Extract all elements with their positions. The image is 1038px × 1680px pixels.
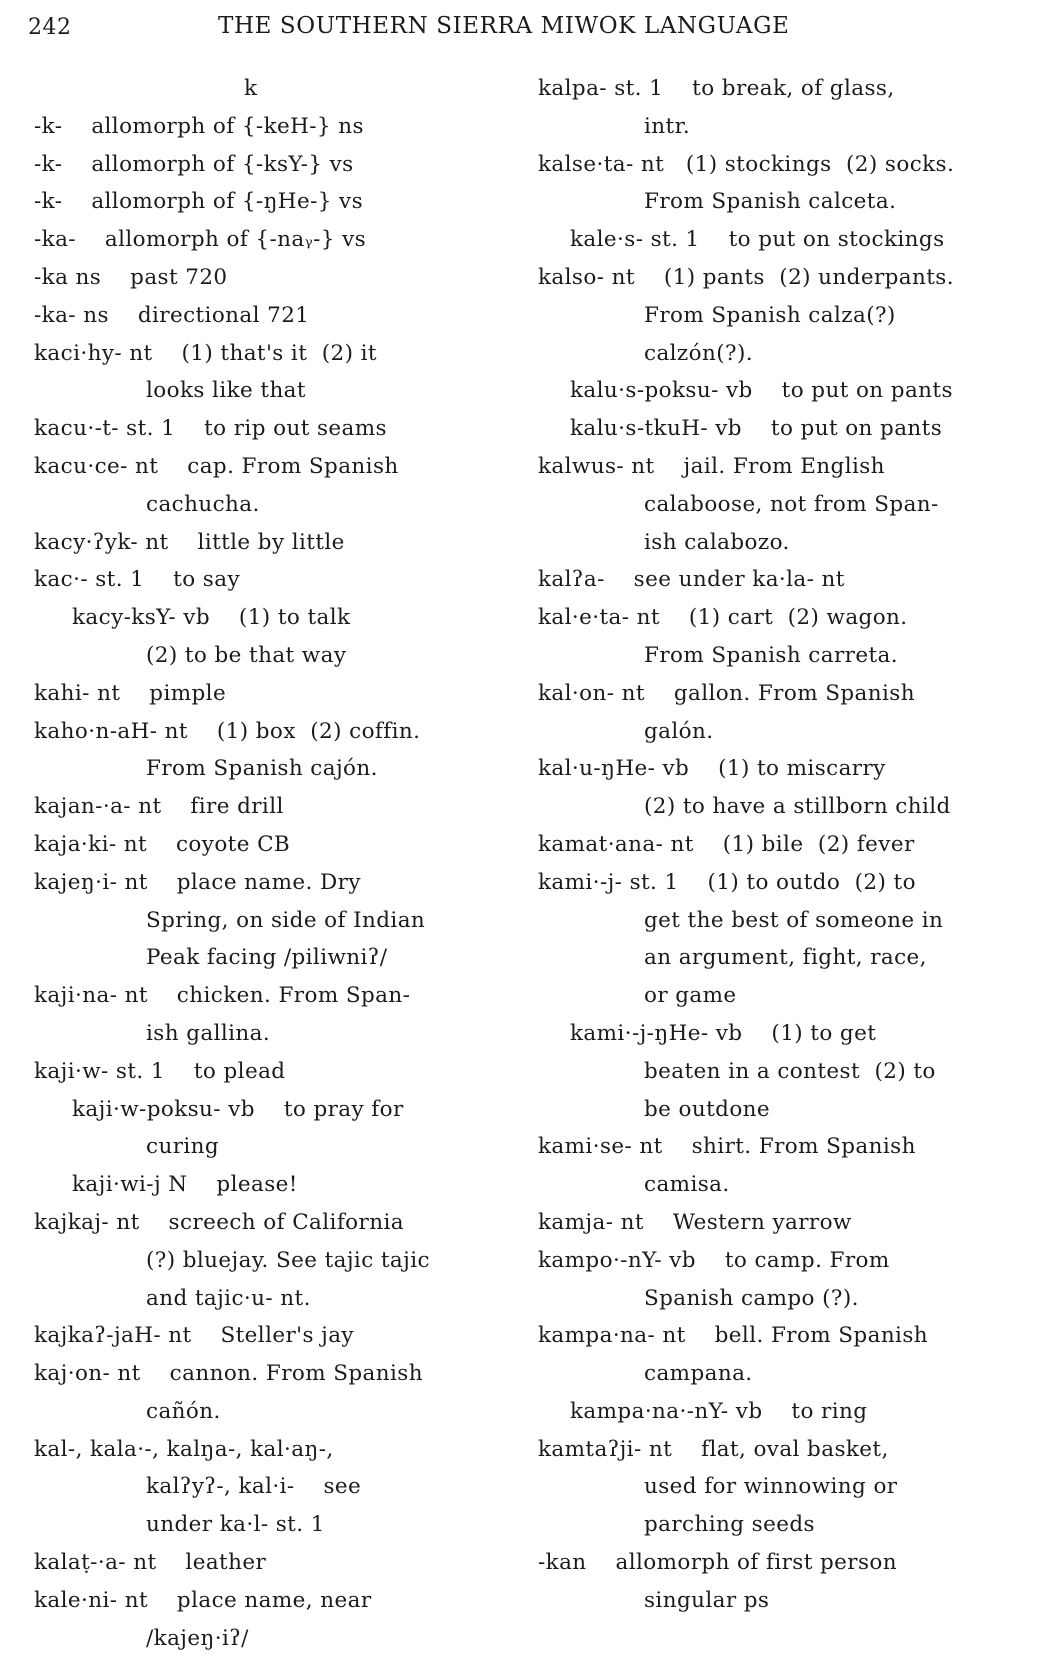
dictionary-line: kal-, kala·-, kalŋa-, kal·aŋ-,	[34, 1436, 334, 1462]
dictionary-line: parching seeds	[644, 1512, 815, 1538]
dictionary-line: kaji·w- st. 1 to plead	[34, 1058, 286, 1084]
dictionary-line: kami·se- nt shirt. From Spanish	[538, 1134, 916, 1160]
dictionary-line: -k- allomorph of {-ksY-} vs	[34, 151, 354, 177]
dictionary-line: (2) to be that way	[146, 642, 347, 668]
dictionary-line: kajan-·a- nt fire drill	[34, 794, 284, 820]
dictionary-line: Spanish campo (?).	[644, 1285, 859, 1311]
dictionary-line: kalu·s-poksu- vb to put on pants	[570, 378, 953, 404]
dictionary-line: cachucha.	[146, 491, 260, 517]
dictionary-line: kaji·wi-j N please!	[72, 1172, 298, 1198]
dictionary-line: kalʔyʔ-, kal·i- see	[146, 1474, 362, 1500]
dictionary-line: kampa·na- nt bell. From Spanish	[538, 1323, 929, 1349]
dictionary-line: -k- allomorph of {-keH-} ns	[34, 113, 364, 139]
dictionary-line: calzón(?).	[644, 340, 753, 366]
running-head: THE SOUTHERN SIERRA MIWOK LANGUAGE	[218, 13, 790, 39]
dictionary-line: kamja- nt Western yarrow	[538, 1209, 852, 1235]
dictionary-line: kale·s- st. 1 to put on stockings	[570, 227, 945, 253]
dictionary-line: kalaṭ-·a- nt leather	[34, 1550, 267, 1576]
dictionary-line: kamat·ana- nt (1) bile (2) fever	[538, 831, 915, 857]
dictionary-line: k	[244, 76, 258, 101]
dictionary-line: From Spanish calceta.	[644, 189, 897, 215]
page-number: 242	[28, 15, 72, 40]
dictionary-line: kalpa- st. 1 to break, of glass,	[538, 76, 895, 101]
dictionary-line: kalwus- nt jail. From English	[538, 453, 885, 479]
dictionary-line: kale·ni- nt place name, near	[34, 1587, 372, 1613]
dictionary-line: kaja·ki- nt coyote CB	[34, 831, 291, 857]
dictionary-line: /kajeŋ·iʔ/	[146, 1625, 249, 1651]
dictionary-line: kami·-j- st. 1 (1) to outdo (2) to	[538, 869, 916, 895]
dictionary-line: Spring, on side of Indian	[146, 907, 426, 933]
dictionary-line: kajkaj- nt screech of California	[34, 1209, 404, 1235]
dictionary-line: get the best of someone in	[644, 907, 944, 933]
dictionary-line: kac·- st. 1 to say	[34, 567, 240, 593]
dictionary-line: cañón.	[146, 1398, 221, 1424]
dictionary-line: kalʔa- see under ka·la- nt	[538, 567, 845, 593]
dictionary-line: kacu·ce- nt cap. From Spanish	[34, 453, 399, 479]
dictionary-line: kahi- nt pimple	[34, 680, 227, 706]
dictionary-line: campana.	[644, 1361, 753, 1387]
dictionary-line: -ka ns past 720	[34, 264, 228, 290]
dictionary-line: kacu·-t- st. 1 to rip out seams	[34, 416, 387, 442]
dictionary-line: From Spanish carreta.	[644, 642, 898, 668]
dictionary-line: ish calabozo.	[644, 529, 790, 555]
dictionary-line: kalse·ta- nt (1) stockings (2) socks.	[538, 151, 955, 177]
dictionary-line: galón.	[644, 718, 714, 744]
dictionary-line: kampo·-nY- vb to camp. From	[538, 1247, 890, 1273]
dictionary-line: kajeŋ·i- nt place name. Dry	[34, 869, 361, 895]
dictionary-line: ish gallina.	[146, 1020, 271, 1046]
dictionary-line: -k- allomorph of {-ŋHe-} vs	[34, 189, 364, 215]
dictionary-line: kaho·n-aH- nt (1) box (2) coffin.	[34, 718, 421, 744]
dictionary-column-right	[538, 70, 1008, 1620]
dictionary-line: Peak facing /piliwniʔ/	[146, 945, 388, 971]
dictionary-line: or game	[644, 983, 737, 1009]
dictionary-line: kaci·hy- nt (1) that's it (2) it	[34, 340, 377, 366]
dictionary-line: kal·on- nt gallon. From Spanish	[538, 680, 915, 706]
dictionary-line: kaji·na- nt chicken. From Span-	[34, 983, 411, 1009]
dictionary-line: and tajic·u- nt.	[146, 1285, 311, 1311]
dictionary-line: kampa·na·-nY- vb to ring	[570, 1398, 868, 1424]
dictionary-column-left	[34, 70, 504, 1657]
dictionary-line: under ka·l- st. 1	[146, 1512, 325, 1538]
dictionary-line: beaten in a contest (2) to	[644, 1058, 936, 1084]
dictionary-line: kami·-j-ŋHe- vb (1) to get	[570, 1020, 877, 1046]
dictionary-line: be outdone	[644, 1096, 771, 1122]
dictionary-line: -kan allomorph of first person	[538, 1550, 898, 1576]
dictionary-line: -ka- ns directional 721	[34, 302, 310, 328]
dictionary-line: camisa.	[644, 1172, 730, 1198]
dictionary-line: kalu·s-tkuH- vb to put on pants	[570, 416, 943, 442]
dictionary-line: (2) to have a stillborn child	[644, 794, 951, 820]
dictionary-line: calaboose, not from Span-	[644, 491, 939, 517]
dictionary-line: curing	[146, 1134, 220, 1160]
dictionary-line: kalso- nt (1) pants (2) underpants.	[538, 264, 954, 290]
dictionary-line: kaj·on- nt cannon. From Spanish	[34, 1361, 423, 1387]
dictionary-line: kacy·ʔyk- nt little by little	[34, 529, 345, 555]
dictionary-line: kacy-ksY- vb (1) to talk	[72, 605, 351, 631]
dictionary-line: kal·e·ta- nt (1) cart (2) wagon.	[538, 605, 908, 631]
dictionary-line: From Spanish cajón.	[146, 756, 378, 782]
dictionary-line: (?) bluejay. See tajic tajic	[146, 1247, 430, 1273]
dictionary-line: -ka- allomorph of {-naᵧ-} vs	[34, 227, 367, 253]
dictionary-line: kajkaʔ-jaH- nt Steller's jay	[34, 1323, 354, 1349]
dictionary-line: singular ps	[644, 1587, 770, 1613]
dictionary-line: kaji·w-poksu- vb to pray for	[72, 1096, 404, 1122]
dictionary-line: an argument, fight, race,	[644, 945, 927, 971]
dictionary-line: kamtaʔji- nt flat, oval basket,	[538, 1436, 889, 1462]
dictionary-line: intr.	[644, 113, 691, 139]
dictionary-line: From Spanish calza(?)	[644, 302, 896, 328]
dictionary-line: kal·u-ŋHe- vb (1) to miscarry	[538, 756, 886, 782]
dictionary-line: used for winnowing or	[644, 1474, 898, 1500]
dictionary-line: looks like that	[146, 378, 306, 404]
